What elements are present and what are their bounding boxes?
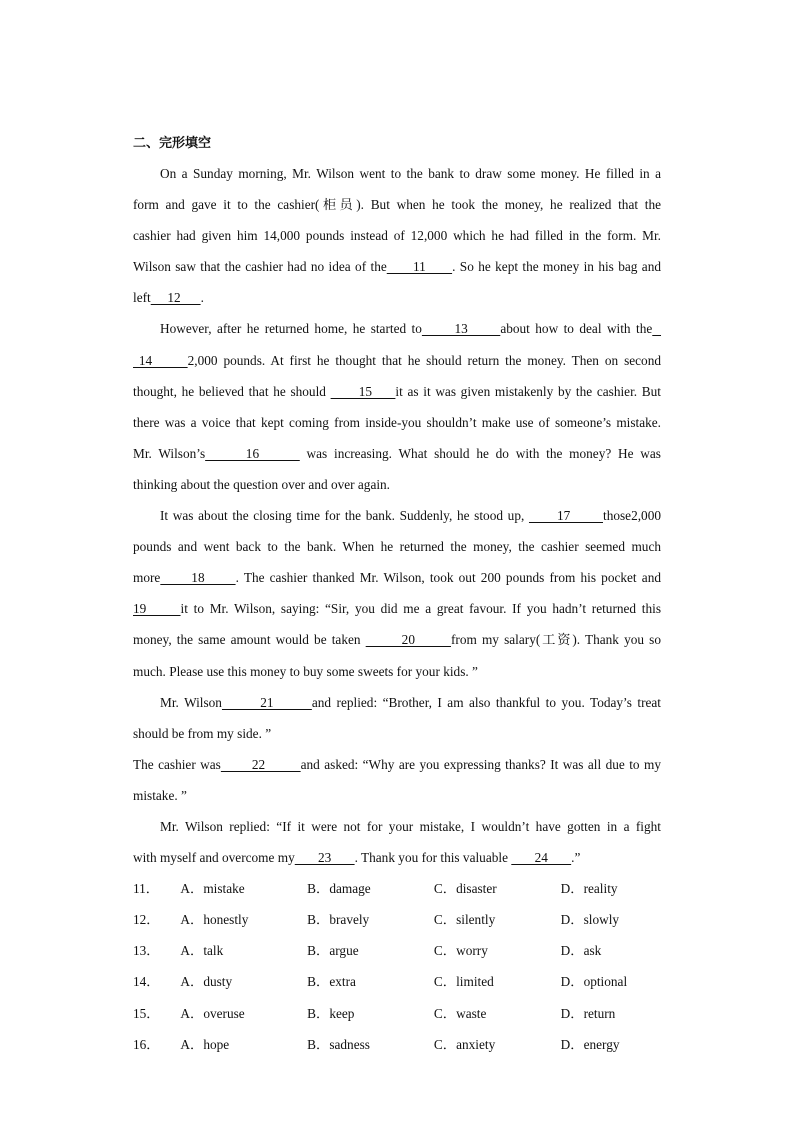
answer-blank[interactable]: 15 [330, 383, 396, 399]
answer-blank[interactable]: 23 [294, 850, 355, 866]
answer-choice[interactable]: A．hope [180, 1036, 230, 1052]
answer-blank[interactable]: 16 [205, 445, 300, 461]
passage-line [133, 438, 661, 469]
question-row [133, 873, 661, 904]
passage-line [133, 500, 661, 531]
answer-blank[interactable]: 24 [511, 850, 572, 866]
answer-blank[interactable]: 17 [528, 508, 603, 524]
passage-text: . So he kept the money in his bag and [452, 259, 661, 275]
answer-choice[interactable]: C．worry [433, 943, 488, 959]
answer-choice[interactable]: C．waste [433, 1005, 487, 1021]
answer-blank[interactable] [652, 321, 661, 336]
answer-choice[interactable]: B．sadness [307, 1036, 370, 1052]
passage-line [133, 656, 661, 687]
passage-line [133, 687, 661, 718]
question-number: 13． [133, 943, 160, 959]
passage-text: . Thank you for this valuable [354, 850, 512, 866]
answer-blank[interactable]: 18 [160, 570, 236, 586]
answer-blank[interactable]: 14 [133, 352, 188, 368]
answer-choice[interactable]: D．energy [560, 1036, 620, 1052]
passage-text: However, after he returned home, he started to [160, 321, 422, 337]
passage-line [133, 811, 661, 842]
passage-text: . [200, 290, 204, 306]
question-number: 12． [133, 912, 160, 928]
passage-text: .” [571, 850, 581, 866]
answer-blank[interactable]: 13 [421, 321, 501, 337]
answer-blank[interactable]: 20 [365, 632, 451, 648]
question-row [133, 966, 661, 997]
passage-text: It was about the closing time for the bank. Suddenly, he stood up, [160, 508, 529, 524]
answer-choice[interactable]: C．anxiety [433, 1036, 496, 1052]
passage-text: left [133, 290, 151, 306]
passage-line [133, 220, 661, 251]
passage-text: mistake. ” [133, 787, 187, 803]
passage-text: pounds and went back to the bank. When he returned the money, the cashier seemed much [133, 539, 661, 555]
question-number: 15． [133, 1005, 160, 1021]
answer-choice[interactable]: D．slowly [560, 912, 620, 928]
question-number: 11． [133, 881, 160, 897]
answer-choice[interactable]: C．silently [433, 912, 496, 928]
answer-choice[interactable]: B．argue [307, 943, 359, 959]
passage-text: it to Mr. Wilson, saying: “Sir, you did me a great favour. If you hadn’t returned this [180, 601, 661, 617]
passage-text: form and gave it to the cashier(柜员). But when he took the money, he realized that the [133, 197, 661, 213]
passage-text: much. Please use this money to buy some sweets for your kids. ” [133, 663, 478, 679]
section-title: 二、完形填空 [133, 136, 212, 151]
passage-text: and asked: “Why are you expressing thanks? It was all due to my [300, 756, 661, 772]
passage-line [133, 345, 661, 376]
passage-line [133, 158, 661, 189]
answer-choice[interactable]: D．reality [560, 881, 618, 897]
answer-blank[interactable]: 22 [220, 756, 301, 772]
passage-text: there was a voice that kept coming from inside-you shouldn’t make use of someone’s mistake. [133, 414, 661, 430]
answer-choice[interactable]: C．disaster [433, 881, 497, 897]
passage-text: about how to deal with the [500, 321, 653, 337]
passage-text: Mr. Wilson replied: “If it were not for your mistake, I wouldn’t have gotten in a fight [160, 818, 661, 834]
question-row [133, 904, 661, 935]
answer-options [133, 873, 661, 1060]
passage-text: . The cashier thanked Mr. Wilson, took out 200 pounds from his pocket and [235, 570, 661, 586]
question-number: 16． [133, 1036, 160, 1052]
passage-text: Wilson saw that the cashier had no idea of the [133, 259, 387, 275]
passage-text: with myself and overcome my [133, 850, 295, 866]
question-number: 14． [133, 974, 160, 990]
answer-choice[interactable]: A．honestly [180, 912, 249, 928]
answer-choice[interactable]: B．keep [307, 1005, 355, 1021]
passage-line [133, 189, 661, 220]
passage-line [133, 562, 661, 593]
passage-line [133, 376, 661, 407]
answer-blank[interactable]: 11 [386, 259, 453, 275]
question-row [133, 935, 661, 966]
answer-choice[interactable]: B．bravely [307, 912, 370, 928]
cloze-passage [133, 158, 661, 873]
passage-text: was increasing. What should he do with the money? He was [299, 445, 661, 461]
answer-choice[interactable]: B．damage [307, 881, 371, 897]
passage-text: On a Sunday morning, Mr. Wilson went to the bank to draw some money. He filled in a [160, 166, 661, 181]
passage-text: cashier had given him 14,000 pounds instead of 12,000 which he had filled in the form. Mr. [133, 228, 661, 244]
passage-text: those2,000 [603, 508, 661, 524]
answer-choice[interactable]: D．ask [560, 943, 602, 959]
passage-text: and replied: “Brother, I am also thankful to you. Today’s treat [311, 694, 661, 710]
passage-text: The cashier was [133, 756, 221, 772]
passage-line [133, 718, 661, 749]
question-row [133, 998, 661, 1029]
passage-line [133, 749, 661, 780]
answer-choice[interactable]: B．extra [307, 974, 356, 990]
passage-text: Mr. Wilson [160, 694, 222, 710]
passage-line [133, 624, 661, 655]
passage-text: thought, he believed that he should [133, 383, 331, 399]
answer-choice[interactable]: D．optional [560, 974, 628, 990]
answer-blank[interactable]: 12 [150, 290, 201, 306]
passage-line [133, 469, 661, 500]
passage-text: thinking about the question over and over again. [133, 476, 391, 492]
passage-line [133, 780, 661, 811]
passage-text: more [133, 570, 161, 586]
passage-line [133, 842, 661, 873]
answer-choice[interactable]: A．talk [180, 943, 224, 959]
passage-line [133, 531, 661, 562]
passage-text: 2,000 pounds. At first he thought that he should return the money. Then on second [187, 352, 661, 368]
passage-line [133, 313, 661, 344]
passage-text: it as it was given mistakenly by the cashier. But [395, 383, 661, 399]
passage-line [133, 282, 661, 313]
document-page [133, 130, 661, 1060]
answer-choice[interactable]: C．limited [433, 974, 494, 990]
passage-line [133, 251, 661, 282]
passage-line [133, 407, 661, 438]
answer-blank[interactable]: 21 [221, 694, 312, 710]
passage-line [133, 593, 661, 624]
passage-text: from my salary(工资). Thank you so [450, 632, 661, 648]
passage-text: should be from my side. ” [133, 725, 272, 741]
answer-choice[interactable]: A．dusty [180, 974, 233, 990]
passage-text: money, the same amount would be taken [133, 632, 366, 648]
answer-blank[interactable]: 19 [133, 601, 181, 617]
question-row [133, 1029, 661, 1060]
answer-choice[interactable]: A．overuse [180, 1005, 245, 1021]
answer-choice[interactable]: D．return [560, 1005, 616, 1021]
passage-text: Mr. Wilson’s [133, 445, 206, 461]
answer-choice[interactable]: A．mistake [180, 881, 245, 897]
